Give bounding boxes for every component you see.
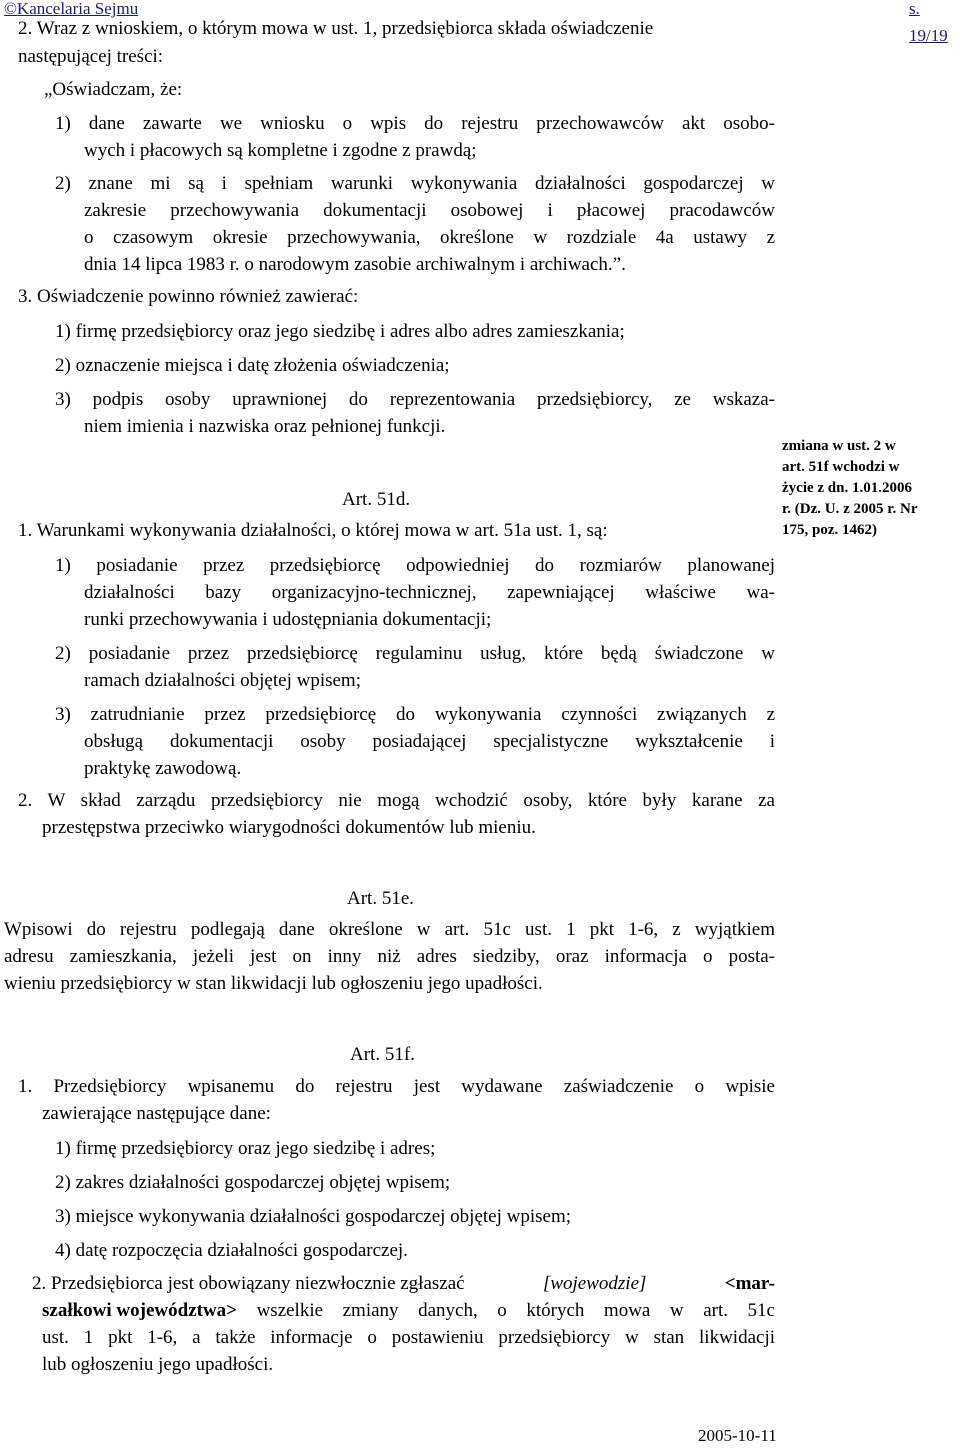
text-line: 1) dane zawarte we wniosku o wpis do rejestru przechowawców akt osobo- (55, 113, 775, 134)
text-line: 1) posiadanie przez przedsiębiorcę odpowiedniej do rozmiarów planowanej (55, 555, 775, 576)
text-line: niem imienia i nazwiska oraz pełnionej funkcji. (84, 416, 446, 437)
text-line: 4) datę rozpoczęcia działalności gospodarczej. (55, 1240, 408, 1261)
text-line (32, 1270, 775, 1297)
text-line: 3) zatrudnianie przez przedsiębiorcę do wykonywania czynności związanych z (55, 704, 775, 725)
text-line: wieniu przedsiębiorcy w stan likwidacji lub ogłoszeniu jego upadłości. (4, 973, 543, 994)
text-line: 3) podpis osoby uprawnionej do reprezentowania przedsiębiorcy, ze wskaza- (55, 389, 775, 410)
text-line: zakresie przechowywania dokumentacji osobowej i płacowej pracodawców (84, 200, 775, 221)
text-line: dnia 14 lipca 1983 r. o narodowym zasobie archiwalnym i archiwach.”. (84, 254, 626, 275)
article-heading: Art. 51e. (347, 888, 415, 909)
amendment-sidenote (782, 436, 958, 541)
text-segment-italic: [wojewodzie] (542, 1273, 647, 1294)
text-line: 2. W skład zarządu przedsiębiorcy nie mogą wchodzić osoby, które były karane za (18, 790, 775, 811)
header-source-link[interactable]: ©Kancelaria Sejmu (4, 0, 139, 18)
text-line: 1) firmę przedsiębiorcy oraz jego siedzibę i adres; (55, 1138, 436, 1159)
text-line: obsługą dokumentacji osoby posiadającej specjalistyczne wykształcenie i (84, 731, 775, 752)
text-line: 2) znane mi są i spełniam warunki wykonywania działalności gospodarczej w (55, 173, 775, 194)
sidenote-line: życie z dn. 1.01.2006 (782, 480, 912, 496)
text-line: 2) zakres działalności gospodarczej objętej wpisem; (55, 1172, 451, 1193)
sidenote-line: r. (Dz. U. z 2005 r. Nr (782, 501, 918, 517)
text-line: 1) firmę przedsiębiorcy oraz jego siedzibę i adres albo adres zamieszkania; (55, 321, 625, 342)
article-heading: Art. 51f. (350, 1044, 415, 1065)
text-line: ust. 1 pkt 1-6, a także informacje o postawieniu przedsiębiorcy w stan likwidacji (42, 1327, 775, 1348)
text-line: „Oświadczam, że: (44, 79, 183, 100)
text-segment: 2. Przedsiębiorca jest obowiązany niezwłocznie zgłaszać (32, 1273, 465, 1294)
text-line: runki przechowywania i udostępniania dokumentacji; (84, 609, 492, 630)
text-line: 1. Warunkami wykonywania działalności, o której mowa w art. 51a ust. 1, są: (18, 520, 608, 541)
header-page-number[interactable]: s. 19/19 (909, 0, 948, 45)
text-line: Wpisowi do rejestru podlegają dane określone w art. 51c ust. 1 pkt 1-6, z wyjątkiem (4, 919, 775, 940)
text-line: adresu zamieszkania, jeżeli jest on inny niż adres siedziby, oraz informacja o posta- (4, 946, 775, 967)
text-line: 3. Oświadczenie powinno również zawierać: (18, 286, 359, 307)
text-line: następującej treści: (18, 46, 164, 67)
sidenote-line: 175, poz. 1462) (782, 522, 877, 538)
text-line: praktykę zawodową. (84, 758, 242, 779)
text-line: 3) miejsce wykonywania działalności gospodarczej objętej wpisem; (55, 1206, 572, 1227)
text-line: lub ogłoszeniu jego upadłości. (42, 1354, 274, 1375)
text-line: wych i płacowych są kompletne i zgodne z prawdą; (84, 140, 477, 161)
sidenote-line: art. 51f wchodzi w (782, 459, 900, 475)
text-segment-bold: <mar- (724, 1273, 775, 1294)
text-line: 2. Wraz z wnioskiem, o którym mowa w ust. 1, przedsiębiorca składa oświadczenie (18, 18, 654, 39)
text-line (42, 1297, 775, 1324)
text-line: 1. Przedsiębiorcy wpisanemu do rejestru jest wydawane zaświadczenie o wpisie (18, 1076, 775, 1097)
text-line: zawierające następujące dane: (42, 1103, 271, 1124)
text-line: 2) oznaczenie miejsca i datę złożenia oświadczenia; (55, 355, 450, 376)
text-segment: wszelkie zmiany danych, o których mowa w art. 51c (237, 1300, 775, 1321)
text-line: przestępstwa przeciwko wiarygodności dokumentów lub mieniu. (42, 817, 536, 838)
article-heading: Art. 51d. (342, 489, 411, 510)
text-segment-bold: szałkowi województwa> (42, 1300, 238, 1321)
footer-date: 2005-10-11 (698, 1426, 777, 1445)
sidenote-line: zmiana w ust. 2 w (782, 438, 896, 454)
text-line: ramach działalności objętej wpisem; (84, 670, 361, 691)
text-line: 2) posiadanie przez przedsiębiorcę regulaminu usług, które będą świadczone w (55, 643, 775, 664)
text-line: działalności bazy organizacyjno-technicznej, zapewniającej właściwe wa- (84, 582, 775, 603)
text-line: o czasowym okresie przechowywania, określone w rozdziale 4a ustawy z (84, 227, 775, 248)
